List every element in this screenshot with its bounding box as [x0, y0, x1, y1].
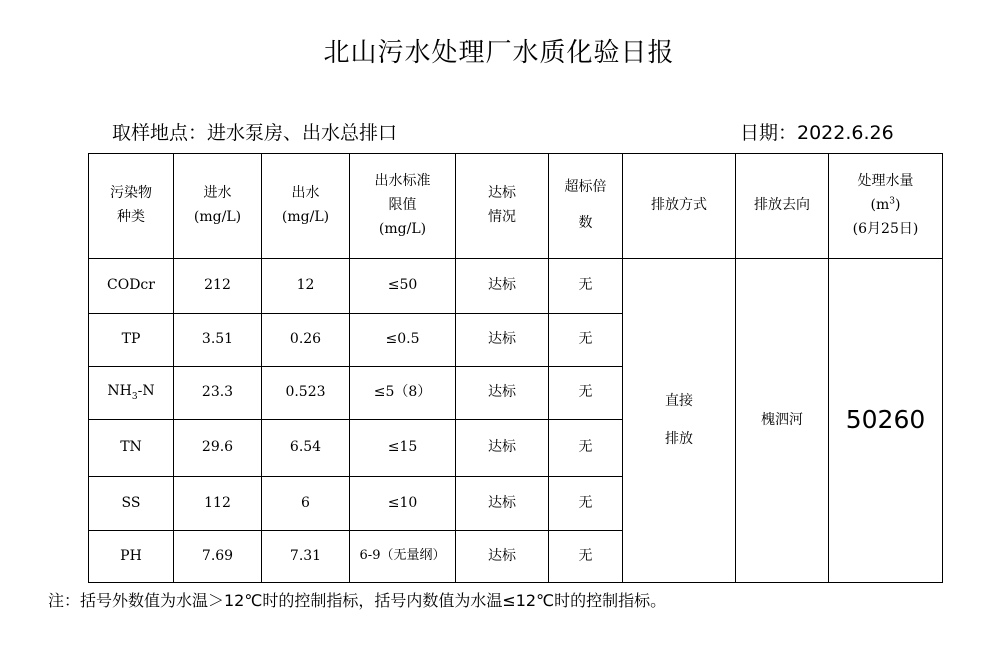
- header-effluent-line1: 出水: [291, 185, 320, 202]
- volume-unit-sup: 3: [889, 196, 895, 207]
- cell-pollutant: TP: [89, 314, 174, 367]
- header-discharge-dest: 排放去向: [736, 154, 829, 259]
- cell-limit: ≤10: [350, 477, 456, 531]
- cell-volume: 50260: [829, 259, 943, 583]
- discharge-mode-line1: 直接: [665, 392, 693, 409]
- header-effluent: [262, 154, 350, 259]
- table-row: [89, 259, 943, 314]
- cell-influent: 3.51: [174, 314, 262, 367]
- report-date: 日期：2022.6.26: [740, 122, 894, 144]
- header-row: [89, 154, 943, 259]
- cell-status: 达标: [456, 259, 549, 314]
- header-volume: [829, 154, 943, 259]
- cell-exceed: 无: [549, 477, 623, 531]
- header-effluent-line2: (mg/L): [281, 209, 330, 225]
- cell-limit: ≤50: [350, 259, 456, 314]
- header-pollutant-line2: 种类: [117, 209, 145, 225]
- header-volume-line3: (6月25日): [852, 220, 919, 237]
- cell-limit: ≤5（8）: [350, 367, 456, 420]
- header-exceed-line1: 超标倍: [564, 179, 607, 196]
- footnote: 注：括号外数值为水温＞12℃时的控制指标，括号内数值为水温≤12℃时的控制指标。: [48, 591, 667, 610]
- header-status: [456, 154, 549, 259]
- cell-influent: 7.69: [174, 531, 262, 583]
- sampling-location: 取样地点：进水泵房、出水总排口: [112, 122, 398, 144]
- header-status-line2: 情况: [488, 209, 516, 225]
- cell-status: 达标: [456, 477, 549, 531]
- header-volume-line1: 处理水量: [857, 173, 914, 190]
- cell-effluent: 12: [262, 259, 350, 314]
- header-limit-line3: (mg/L): [378, 220, 427, 237]
- cell-limit: 6-9（无量纲）: [350, 531, 456, 583]
- cell-discharge-mode: [623, 259, 736, 583]
- cell-effluent: 0.26: [262, 314, 350, 367]
- cell-influent: 112: [174, 477, 262, 531]
- cell-effluent: 6: [262, 477, 350, 531]
- header-pollutant: [89, 154, 174, 259]
- pollutant-n: -N: [137, 383, 155, 400]
- cell-pollutant: SS: [89, 477, 174, 531]
- header-exceed-line2: 数: [578, 215, 593, 231]
- discharge-mode-line2: 排放: [665, 430, 693, 447]
- pollutant-nh: NH: [107, 383, 132, 400]
- cell-pollutant: CODcr: [89, 259, 174, 314]
- header-status-line1: 达标: [488, 185, 516, 202]
- cell-exceed: 无: [549, 531, 623, 583]
- cell-exceed: 无: [549, 420, 623, 477]
- cell-status: 达标: [456, 420, 549, 477]
- volume-unit-close: ): [895, 197, 901, 214]
- cell-pollutant: [89, 367, 174, 420]
- header-limit-line1: 出水标准: [374, 173, 431, 190]
- header-limit-line2: 限值: [388, 197, 417, 214]
- cell-exceed: 无: [549, 259, 623, 314]
- header-exceed: [549, 154, 623, 259]
- cell-status: 达标: [456, 314, 549, 367]
- cell-exceed: 无: [549, 367, 623, 420]
- header-discharge-mode: 排放方式: [623, 154, 736, 259]
- cell-effluent: 7.31: [262, 531, 350, 583]
- volume-unit-open: (m: [870, 197, 890, 214]
- cell-pollutant: PH: [89, 531, 174, 583]
- cell-influent: 212: [174, 259, 262, 314]
- page-title: 北山污水处理厂水质化验日报: [323, 38, 675, 68]
- cell-influent: 29.6: [174, 420, 262, 477]
- cell-pollutant: TN: [89, 420, 174, 477]
- pollutant-sub: 3: [131, 392, 138, 403]
- cell-influent: 23.3: [174, 367, 262, 420]
- cell-status: 达标: [456, 531, 549, 583]
- cell-discharge-dest: 槐泗河: [736, 259, 829, 583]
- cell-status: 达标: [456, 367, 549, 420]
- header-influent-line1: 进水: [203, 185, 232, 202]
- header-influent: [174, 154, 262, 259]
- cell-limit: ≤15: [350, 420, 456, 477]
- header-pollutant-line1: 污染物: [110, 185, 152, 202]
- header-influent-line2: (mg/L): [193, 209, 242, 225]
- cell-limit: ≤0.5: [350, 314, 456, 367]
- header-volume-line2: [829, 194, 942, 218]
- header-limit: [350, 154, 456, 259]
- water-quality-table: [88, 153, 943, 583]
- cell-effluent: 0.523: [262, 367, 350, 420]
- cell-exceed: 无: [549, 314, 623, 367]
- cell-effluent: 6.54: [262, 420, 350, 477]
